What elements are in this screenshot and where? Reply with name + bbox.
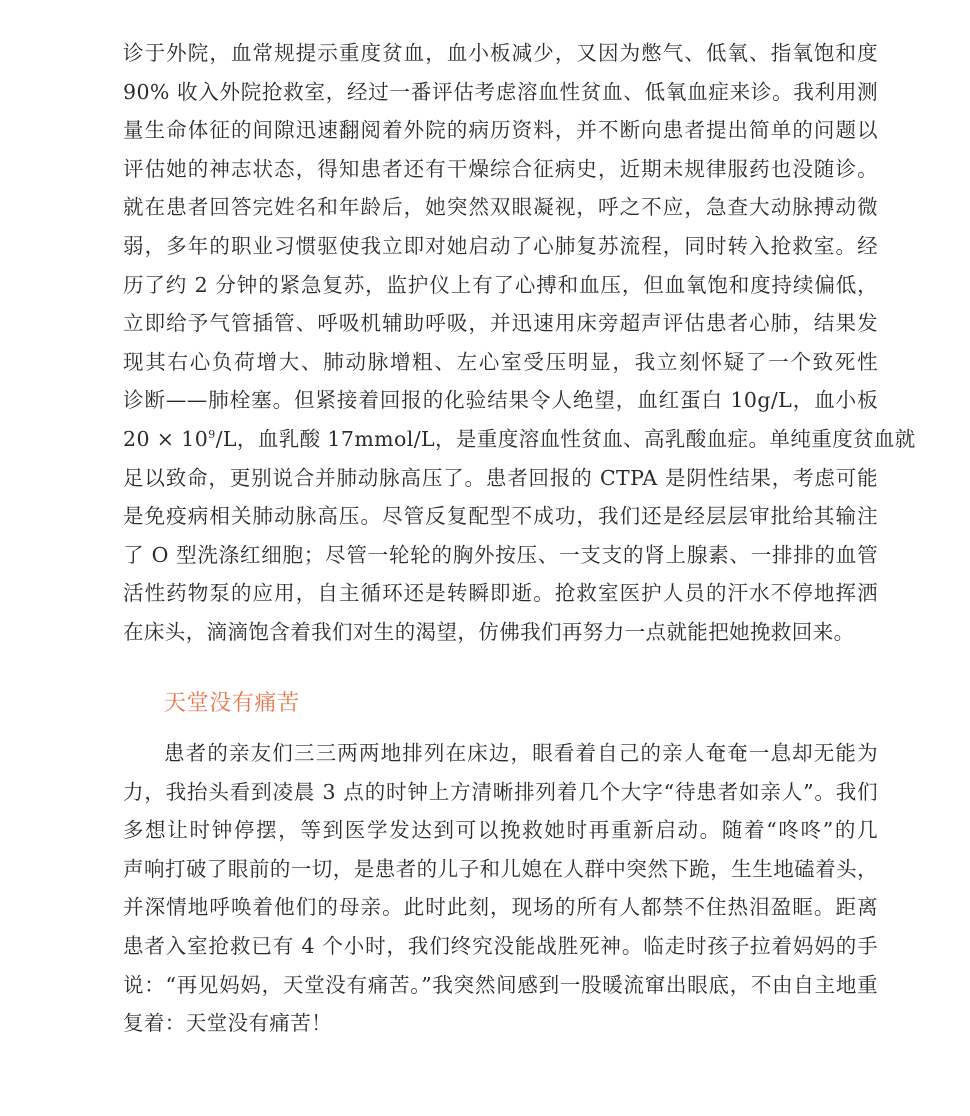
text-line: 多想让时钟停摆，等到医学发达到可以挽救她时再重新启动。随着“咚咚”的几	[123, 818, 878, 843]
text-line: 足以致命，更别说合并肺动脉高压了。患者回报的 CTPA 是阴性结果，考虑可能	[123, 465, 878, 490]
text-line: 弱，多年的职业习惯驱使我立即对她启动了心肺复苏流程，同时转入抢救室。经	[123, 233, 878, 258]
text-line: 量生命体征的间隙迅速翻阅着外院的病历资料，并不断向患者提出简单的问题以	[123, 118, 878, 143]
text-line: 诊断——肺栓塞。但紧接着回报的化验结果令人绝望，血红蛋白 10g/L，血小板	[123, 388, 878, 413]
text-line: 历了约 2 分钟的紧急复苏，监护仪上有了心搏和血压，但血氧饱和度持续偏低，	[123, 272, 878, 297]
section-heading: 天堂没有痛苦	[164, 691, 300, 716]
text-line: 立即给予气管插管、呼吸机辅助呼吸，并迅速用床旁超声评估患者心肺，结果发	[123, 311, 878, 336]
text-line: 诊于外院，血常规提示重度贫血，血小板减少，又因为憋气、低氧、指氧饱和度	[123, 41, 878, 65]
text-line: 90% 收入外院抢救室，经过一番评估考虑溶血性贫血、低氧血症来诊。我利用测	[123, 79, 878, 104]
text-line: 患者入室抢救已有 4 个小时，我们终究没能战胜死神。临走时孩子拉着妈妈的手	[123, 933, 878, 958]
paragraph-farewell	[123, 734, 878, 1043]
text-line-platelet-count	[123, 420, 916, 459]
text-line: 现其右心负荷增大、肺动脉增粗、左心室受压明显，我立刻怀疑了一个致死性	[123, 349, 878, 374]
platelet-value-suffix: /L，血乳酸 17mmol/L，是重度溶血性贫血、高乳酸血症。单纯重度贫血就	[215, 426, 916, 451]
text-line: 说：“再见妈妈，天堂没有痛苦。”我突然间感到一股暖流窜出眼底，不由自主地重	[123, 972, 878, 997]
paragraph-case-narrative	[123, 34, 916, 652]
platelet-exponent: 9	[208, 428, 216, 442]
text-line: 就在患者回答完姓名和年龄后，她突然双眼凝视，呼之不应，急查大动脉搏动微	[123, 195, 878, 220]
text-line: 评估她的神志状态，得知患者还有干燥综合征病史，近期未规律服药也没随诊。	[123, 156, 878, 181]
text-line: 声响打破了眼前的一切，是患者的儿子和儿媳在人群中突然下跪，生生地磕着头，	[123, 856, 878, 881]
text-line: 在床头，滴滴饱含着我们对生的渴望，仿佛我们再努力一点就能把她挽救回来。	[123, 619, 855, 644]
text-line: 活性药物泵的应用，自主循环还是转瞬即逝。抢救室医护人员的汗水不停地挥洒	[123, 581, 878, 606]
text-line: 复着：天堂没有痛苦！	[123, 1011, 332, 1036]
text-line: 了 O 型洗涤红细胞；尽管一轮轮的胸外按压、一支支的肾上腺素、一排排的血管	[123, 542, 878, 567]
text-line: 患者的亲友们三三两两地排列在床边，眼看着自己的亲人奄奄一息却无能为	[164, 741, 878, 765]
platelet-value-prefix: 20 × 10	[123, 426, 209, 451]
text-line: 并深情地呼唤着他们的母亲。此时此刻，现场的所有人都禁不住热泪盈眶。距离	[123, 895, 878, 920]
text-line: 力，我抬头看到凌晨 3 点的时钟上方清晰排列着几个大字“待患者如亲人”。我们	[123, 779, 878, 804]
text-line: 是免疫病相关肺动脉高压。尽管反复配型不成功，我们还是经层层审批给其输注	[123, 504, 878, 529]
